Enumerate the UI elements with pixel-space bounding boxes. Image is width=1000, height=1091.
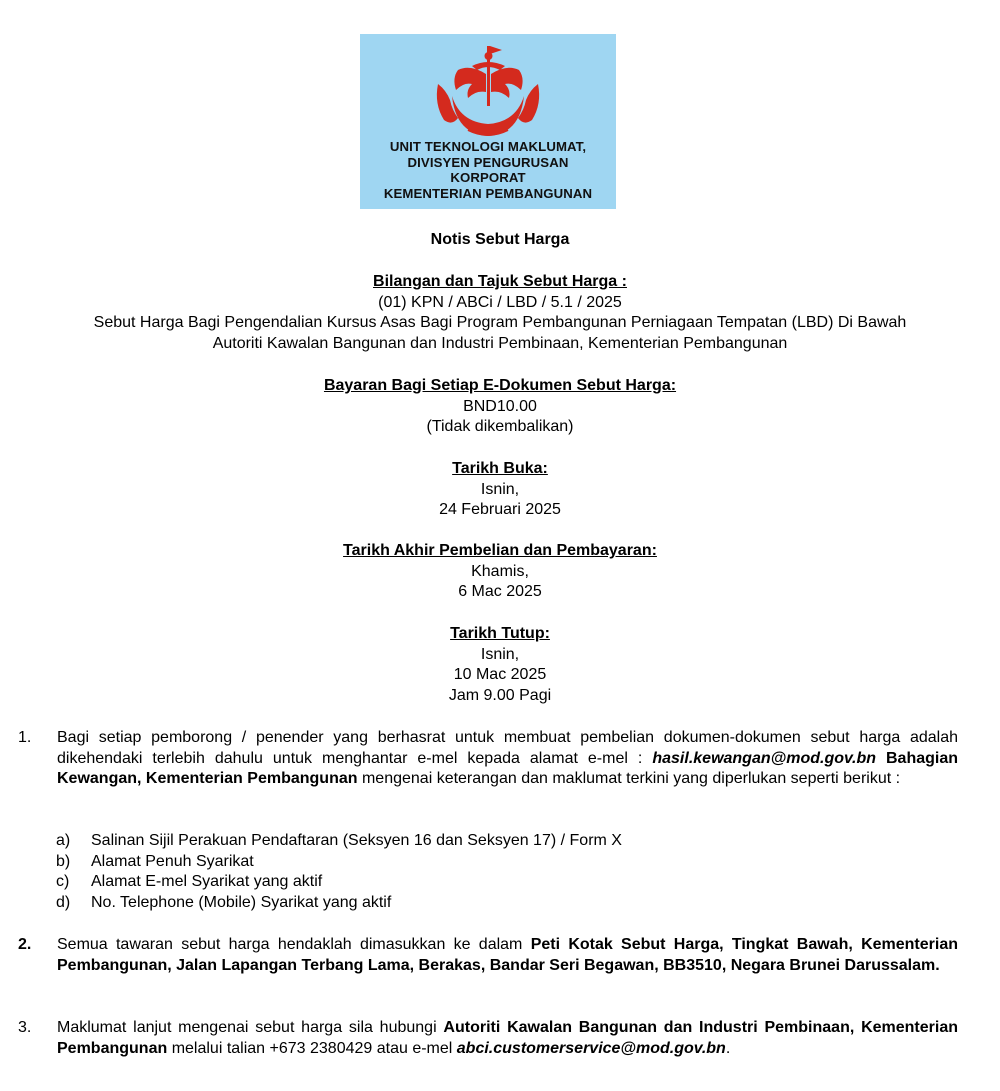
item-3	[18, 1018, 958, 1059]
submission-location: Peti Kotak Sebut Harga, Tingkat Bawah, Kementerian Pembangunan, Jalan Lapangan Terbang Lama, Berakas, Bandar Seri Begawan, BB3510, Negara Brunei Darussalam.	[57, 936, 958, 974]
finance-department: Bahagian Kewangan, Kementerian Pembangunan	[57, 749, 959, 787]
item-2-number: 2.	[18, 936, 32, 953]
fee-heading: Bayaran Bagi Setiap E-Dokumen Sebut Harga:	[323, 377, 677, 394]
subitem-text: Alamat Penuh Syarikat	[91, 852, 254, 870]
logo-line-1: UNIT TEKNOLOGI MAKLUMAT,	[389, 139, 587, 154]
close-date: 10 Mac 2025	[453, 666, 547, 683]
fee-block	[0, 376, 1000, 438]
notice-title-block	[0, 230, 1000, 251]
subitem-text: No. Telephone (Mobile) Syarikat yang aktif	[91, 893, 392, 911]
item-3-number: 3.	[18, 1019, 32, 1036]
logo-line-3: KORPORAT	[450, 170, 526, 185]
logo-line-2: DIVISYEN PENGURUSAN	[407, 154, 569, 170]
subitem-label: b)	[56, 852, 71, 870]
list-item	[56, 852, 958, 873]
ref-title-line2: Autoriti Kawalan Bangunan dan Industri Pembinaan, Kementerian Pembangunan	[212, 334, 788, 352]
logo-title	[360, 139, 616, 201]
item-2-text	[57, 935, 958, 976]
subitem-text: Alamat E-mel Syarikat yang aktif	[91, 873, 323, 890]
ref-number: (01) KPN / ABCi / LBD / 5.1 / 2025	[378, 293, 622, 311]
purchase-date: 6 Mac 2025	[458, 583, 542, 600]
purchase-day: Khamis,	[471, 562, 529, 580]
logo-line-4: KEMENTERIAN PEMBANGUNAN	[383, 185, 593, 201]
item-2	[18, 935, 958, 976]
item-3-end: .	[725, 1039, 731, 1057]
ref-title-line1: Sebut Harga Bagi Pengendalian Kursus Asas Bagi Program Pembangunan Perniagaan Tempatan (LBD) Di Bawah	[93, 314, 907, 331]
item-1	[18, 728, 958, 790]
close-heading: Tarikh Tutup:	[450, 625, 550, 642]
purchase-date-block	[0, 541, 1000, 603]
item-1-text-a: Bagi setiap pemborong / penender yang berhasrat untuk membuat pembelian dokumen-dokumen sebut harga adalah dikehendaki terlebih dahulu untuk menghantar e-mel kepada alamat e-mel :	[57, 729, 958, 767]
item-3-text-b: melalui talian +673 2380429 atau e-mel	[171, 1039, 453, 1057]
close-time: Jam 9.00 Pagi	[448, 686, 552, 704]
item-3-text-a: Maklumat lanjut mengenai sebut harga sila hubungi	[57, 1019, 437, 1036]
item-1-text-b: mengenai keterangan dan maklumat terkini yang diperlukan seperti berikut :	[361, 770, 901, 787]
contact-authority: Autoriti Kawalan Bangunan dan Industri Pembinaan, Kementerian Pembangunan	[57, 1019, 958, 1057]
fee-note: (Tidak dikembalikan)	[426, 418, 574, 435]
subitem-label: c)	[56, 873, 70, 890]
open-date-block	[0, 459, 1000, 521]
finance-email-link[interactable]: hasil.kewangan@mod.gov.bn	[652, 749, 876, 767]
item-1-number: 1.	[18, 729, 32, 746]
item-2-text-a: Semua tawaran sebut harga hendaklah dimasukkan ke dalam	[57, 936, 523, 953]
reference-block	[0, 272, 1000, 354]
open-date: 24 Februari 2025	[439, 501, 561, 518]
item-1-text	[57, 728, 958, 790]
open-day: Isnin,	[480, 480, 520, 498]
open-heading: Tarikh Buka:	[452, 460, 548, 477]
subitem-label: d)	[56, 893, 71, 911]
item-3-text	[57, 1018, 958, 1059]
list-item	[56, 893, 958, 914]
customer-service-email-link[interactable]: abci.customerservice@mod.gov.bn	[456, 1039, 726, 1057]
list-item	[56, 872, 958, 893]
subitem-text: Salinan Sijil Perakuan Pendaftaran (Seksyen 16 dan Seksyen 17) / Form X	[91, 832, 622, 849]
notice-title: Notis Sebut Harga	[430, 231, 570, 248]
close-date-block	[0, 624, 1000, 706]
brunei-crest-icon	[360, 34, 616, 144]
purchase-heading: Tarikh Akhir Pembelian dan Pembayaran:	[343, 542, 657, 559]
ref-heading: Bilangan dan Tajuk Sebut Harga :	[373, 273, 627, 290]
list-item	[56, 831, 958, 852]
fee-amount: BND10.00	[463, 397, 537, 415]
subitem-label: a)	[56, 832, 71, 849]
close-day: Isnin,	[480, 645, 520, 663]
item-1-subitems	[18, 831, 958, 913]
ministry-logo	[360, 34, 616, 209]
